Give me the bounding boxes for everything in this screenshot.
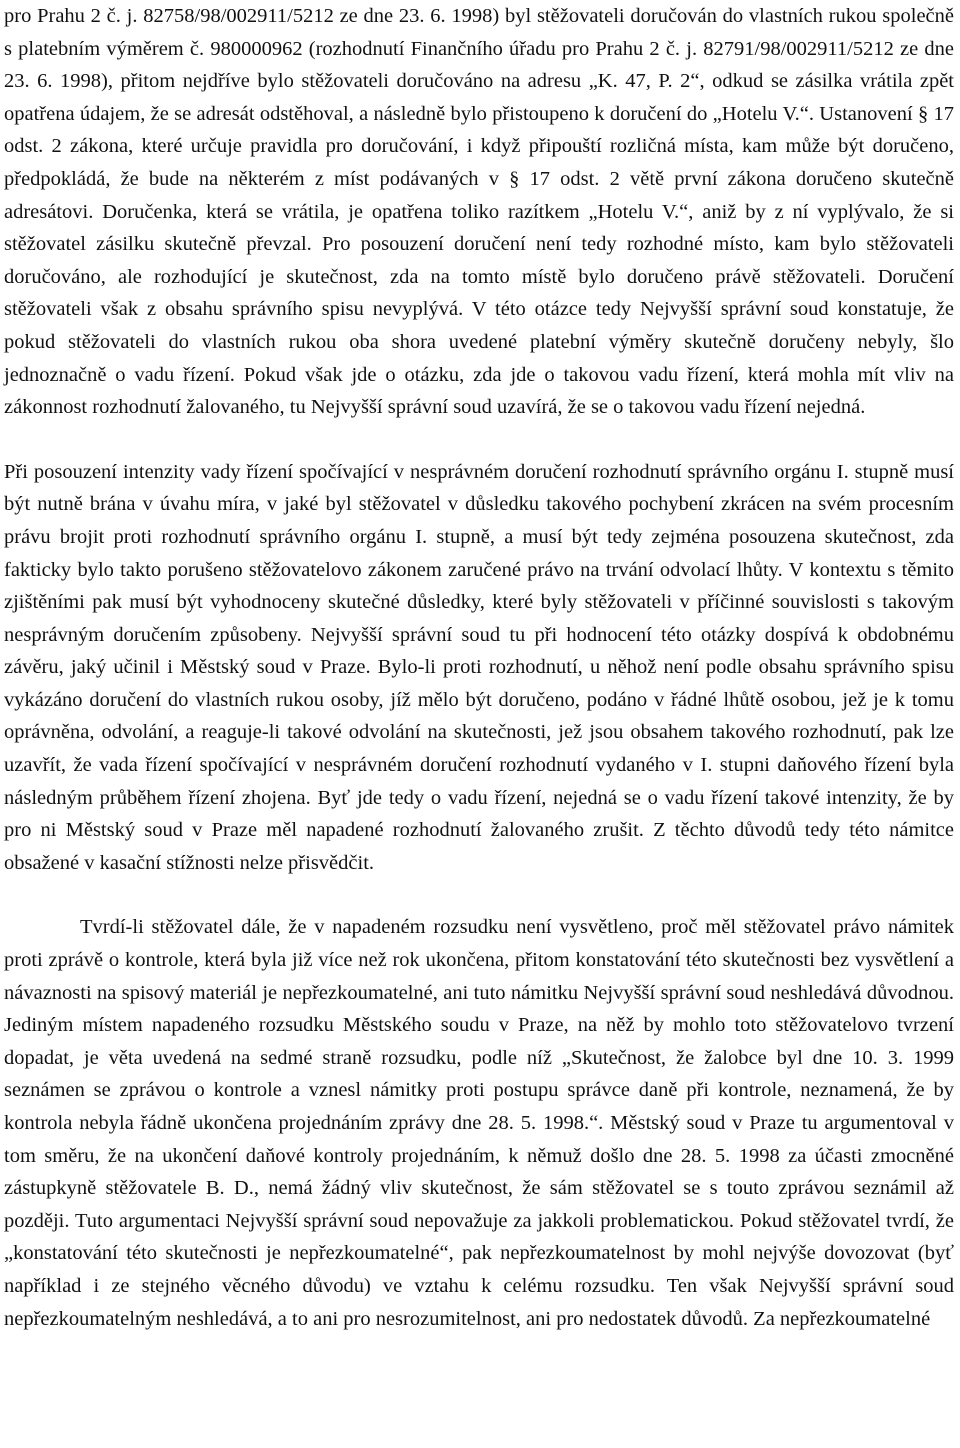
document-page (4, 0, 954, 1335)
paragraph-gap (4, 424, 954, 456)
paragraph-namitky-kontrola: Tvrdí-li stěžovatel dále, že v napadeném rozsudku není vysvětleno, proč měl stěžovatel právo námitek proti zprávě o kontrole, která byla již více než rok ukončena, přitom konstatování této skutečnosti bez vysvětlení a návaznosti na spisový materiál je nepřezkoumatelné, ani tuto námitku Nejvyšší správní soud neshledává důvodnou. Jediným místem napadeného rozsudku Městského soudu v Praze, na něž by mohlo toto stěžovatelovo tvrzení dopadat, je věta uvedená na sedmé straně rozsudku, podle níž „Skutečnost, že žalobce byl dne 10. 3. 1999 seznámen se zprávou o kontrole a vznesl námitky proti postupu správce daně při kontrole, neznamená, že by kontrola nebyla řádně ukončena projednáním zprávy dne 28. 5. 1998.“. Městský soud v Praze tu argumentoval v tom směru, že na ukončení daňové kontroly projednáním, k němuž došlo dne 28. 5. 1998 za účasti zmocněné zástupkyně stěžovatele B. D., nemá žádný vliv skutečnost, že sám stěžovatel se s touto zprávou seznámil až později. Tuto argumentaci Nejvyšší správní soud nepovažuje za jakkoli problematickou. Pokud stěžovatel tvrdí, že „konstatování této skutečnosti je nepřezkoumatelné“, pak nepřezkoumatelnost by mohl nejvýše dovozovat (byť například i ze stejného věcného důvodu) ve vztahu k celému rozsudku. Ten však Nejvyšší správní soud nepřezkoumatelným neshledává, a to ani pro nesrozumitelnost, ani pro nedostatek důvodů. Za nepřezkoumatelné (4, 916, 954, 1330)
paragraph-gap (4, 879, 954, 911)
paragraph-intenzita-vady: Při posouzení intenzity vady řízení spočívající v nesprávném doručení rozhodnutí správního orgánu I. stupně musí být nutně brána v úvahu míra, v jaké byl stěžovatel v důsledku takového pochybení zkrácen na svém procesním právu brojit proti rozhodnutí správního orgánu I. stupně, a musí být tedy zejména posouzena skutečnost, zda fakticky bylo takto porušeno stěžovatelovo zákonem zaručené právo na trvání odvolací lhůty. V kontextu s těmito zjištěními pak musí být vyhodnoceny skutečné důsledky, které byly stěžovateli v příčinné souvislosti s takovým nesprávným doručením způsobeny. Nejvyšší správní soud tu při hodnocení této otázky dospívá k obdobnému závěru, jaký učinil i Městský soud v Praze. Bylo-li proti rozhodnutí, u něhož není podle obsahu správního spisu vykázáno doručení do vlastních rukou osoby, jíž mělo být doručeno, podáno v řádné lhůtě osobou, jež je k tomu oprávněna, odvolání, a reaguje-li takové odvolání na skutečnosti, jež jsou obsahem takového rozhodnutí, pak lze uzavřít, že vada řízení spočívající v nesprávném doručení rozhodnutí vydaného v I. stupni daňového řízení byla následným průběhem řízení zhojena. Byť jde tedy o vadu řízení, nejedná se o vadu řízení takové intenzity, že by pro ni Městský soud v Praze měl napadené rozhodnutí žalovaného zrušit. Z těchto důvodů tedy této námitce obsažené v kasační stížnosti nelze přisvědčit. (4, 460, 954, 874)
paragraph-doruceni: pro Prahu 2 č. j. 82758/98/002911/5212 ze dne 23. 6. 1998) byl stěžovateli doručován do vlastních rukou společně s platebním výměrem č. 980000962 (rozhodnutí Finančního úřadu pro Prahu 2 č. j. 82791/98/002911/5212 ze dne 23. 6. 1998), přitom nejdříve bylo stěžovateli doručováno na adresu „K. 47, P. 2“, odkud se zásilka vrátila zpět opatřena údajem, že se adresát odstěhoval, a následně bylo přistoupeno k doručení do „Hotelu V.“. Ustanovení § 17 odst. 2 zákona, které určuje pravidla pro doručování, i když připouští rozličná místa, kam může být doručeno, předpokládá, že bude na některém z míst podávaných v § 17 odst. 2 větě první zákona doručeno skutečně adresátovi. Doručenka, která se vrátila, je opatřena toliko razítkem „Hotelu V.“, aniž by z ní vyplývalo, že si stěžovatel zásilku skutečně převzal. Pro posouzení doručení není tedy rozhodné místo, kam bylo stěžovateli doručováno, ale rozhodující je skutečnost, zda na tomto místě bylo doručeno právě stěžovateli. Doručení stěžovateli však z obsahu správního spisu nevyplývá. V této otázce tedy Nejvyšší správní soud konstatuje, že pokud stěžovateli do vlastních rukou oba shora uvedené platební výměry skutečně doručeny nebyly, šlo jednoznačně o vadu řízení. Pokud však jde o otázku, zda jde o takovou vadu řízení, která mohla mít vliv na zákonnost rozhodnutí žalovaného, tu Nejvyšší správní soud uzavírá, že se o takovou vadu řízení nejedná. (4, 5, 954, 419)
